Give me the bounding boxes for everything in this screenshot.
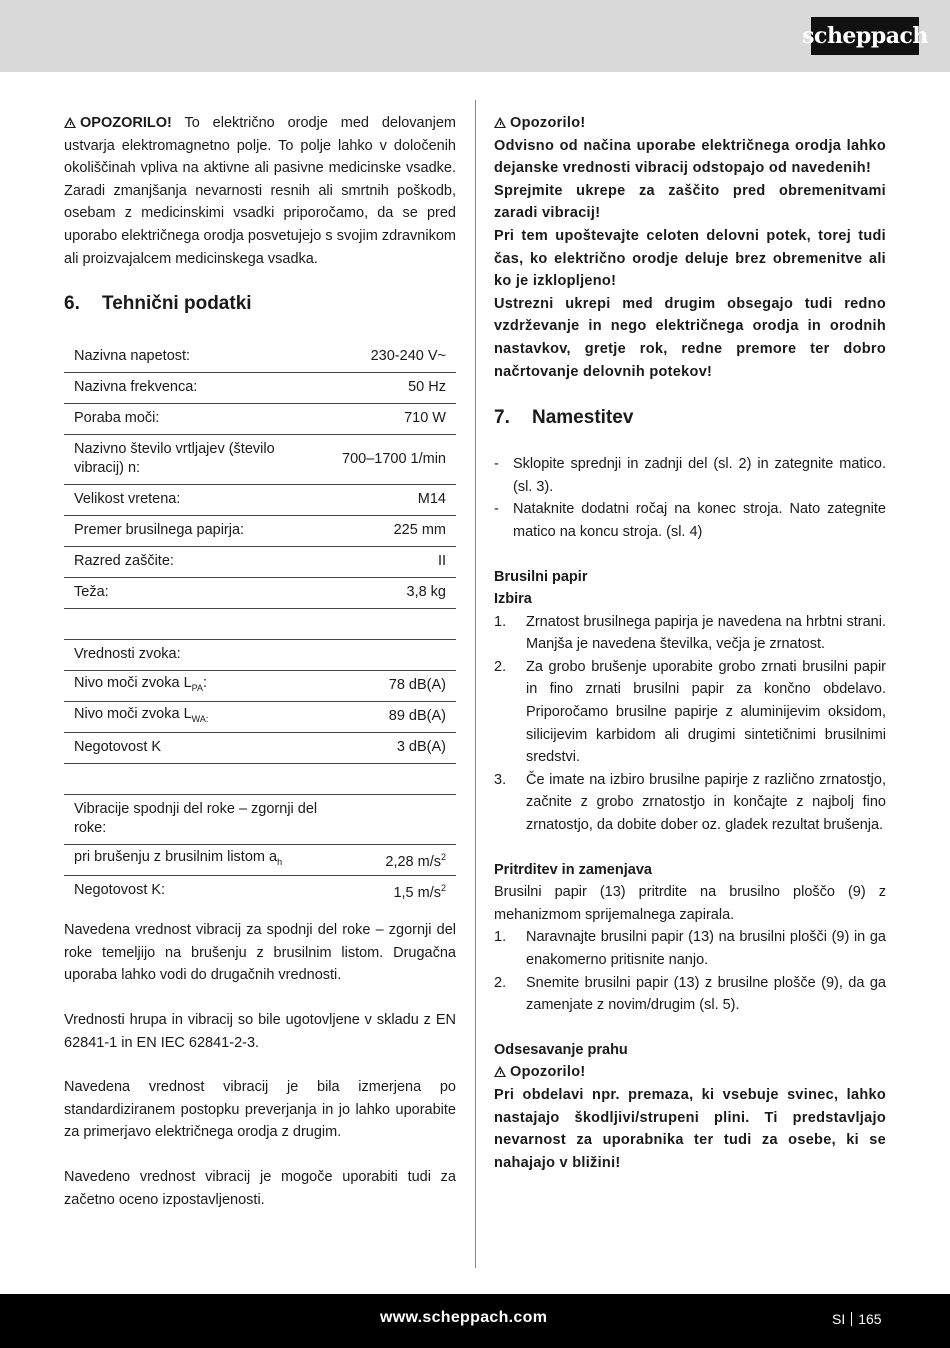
warning-paragraph: Sprejmite ukrepe za zaščito pred obremenitvami zaradi vibracij!	[494, 182, 886, 222]
page-number: SI 165	[832, 1311, 882, 1327]
warning-paragraph: Odvisno od načina uporabe električnega orodja lahko dejanske vrednosti vibracij odstopajo od navedenih!	[494, 137, 886, 177]
spec-label: Poraba moči:	[64, 403, 332, 434]
vibration-value: 2,28 $m/s^2$	[332, 844, 456, 875]
page-header	[0, 0, 950, 72]
left-column	[64, 108, 456, 1211]
section-number: 6.	[64, 293, 80, 315]
scheppach-logo: scheppach	[811, 17, 919, 55]
list-item: - Sklopite sprednji in zadnji del (sl. 2) in zategnite matico. (sl. 3).	[494, 456, 886, 495]
warning-paragraph: Ustrezni ukrepi med drugim obsegajo tudi redno vzdrževanje in nego električnega orodja in orodnih nastavkov, gretje rok, redne premore ter dobro načrtovanje delovnih potekov!	[494, 295, 886, 380]
sandpaper-subtitle: Izbira	[494, 591, 532, 608]
warning-label: OPOZORILO!	[80, 115, 172, 131]
spec-label: Velikost vretena:	[64, 484, 332, 515]
noise-value: 78 dB(A)	[332, 670, 456, 701]
list-item: - Nataknite dodatni ročaj na konec stroja. Nato zategnite matico na koncu stroja. (sl. 4)	[494, 501, 886, 540]
list-item: 3. Če imate na izbiro brusilne papirje z različno zrnatostjo, začnite z grobo zrnatostjo in končajte z najbolj fino zrnatostjo, da dobite dober oz. gladek rezultat brušenja.	[494, 771, 886, 834]
spec-label: Premer brusilnega papirja:	[64, 515, 332, 546]
noise-value: 89 dB(A)	[332, 701, 456, 732]
list-item: 2. Snemite brusilni papir (13) z brusilne plošče (9), da ga zamenjate z novim/drugim (sl. 5).	[494, 974, 886, 1014]
section-number: 7.	[494, 407, 510, 429]
vibration-heading: Vibracije spodnji del roke – zgornji del roke:	[64, 794, 332, 844]
body-paragraph: Navedeno vrednost vibracij je mogoče uporabiti tudi za začetno oceno izpostavljenosti.	[64, 1168, 456, 1208]
section-7-heading	[494, 405, 886, 431]
body-paragraph: Navedena vrednost vibracij za spodnji del roke – zgornji del roke temeljijo na brušenju z brusilnim listom. Drugačna uporaba lahko vodi do drugačnih vrednosti.	[64, 922, 456, 984]
sandpaper-title: Brusilni papir	[494, 568, 588, 585]
spec-value: 50 Hz	[332, 372, 456, 403]
list-item: 1. Naravnajte brusilni papir (13) na brusilni plošči (9) in ga enakomerno pritisnite nanjo.	[494, 929, 886, 968]
spec-table	[64, 341, 456, 906]
body-paragraph: Vrednosti hrupa in vibracij so bile ugotovljene v skladu z EN 62841-1 in EN IEC 62841-2-3.	[64, 1011, 456, 1051]
body-paragraph: Navedena vrednost vibracij je bila izmerjena po standardiziranem postopku preverjanja in jo lahko uporabite za primerjavo električnega orodja z drugim.	[64, 1079, 456, 1141]
list-item: 1. Zrnatost brusilnega papirja je navedena na hrbtni strani. Manjša je navedena številka, večja je zrnatost.	[494, 613, 886, 653]
website-link[interactable]: www.scheppach.com	[380, 1309, 548, 1326]
noise-label: Nivo moči zvoka $L_{PA}$:	[64, 670, 332, 701]
section-title: Namestitev	[532, 407, 634, 429]
noise-label: Nivo moči zvoka $L_{WA:}$	[64, 701, 332, 732]
spec-label: Razred zaščite:	[64, 546, 332, 577]
spec-label: Teža:	[64, 577, 332, 608]
list-item: 2. Za grobo brušenje uporabite grobo zrnati brusilni papir in fino zrnati brusilni papir za končno obdelavo. Priporočamo brusilne papirje z aluminijevim oksidom, silicijevim karbidom ali drugimi sintetičnimi brusilnimi sredstvi.	[494, 658, 886, 766]
vibration-value: 1,5 $m/s^2$	[393, 882, 446, 901]
warning-triangle-icon	[64, 117, 76, 128]
spec-label: Nazivno število vrtljajev (število vibracij) n:	[64, 434, 332, 484]
spec-value: M14	[332, 484, 456, 515]
noise-heading: Vrednosti zvoka:	[64, 639, 332, 670]
spec-label: Nazivna napetost:	[64, 341, 332, 372]
section-6-heading	[64, 291, 456, 317]
noise-value: 3 dB(A)	[332, 732, 456, 763]
install-list	[494, 453, 886, 543]
attach-title: Pritrditev in zamenjava	[494, 861, 652, 878]
page-footer	[0, 1294, 950, 1348]
spec-value: 3,8 kg	[332, 577, 456, 608]
spec-value: 700–1700 1/min	[332, 434, 456, 484]
dust-title: Odsesavanje prahu	[494, 1041, 628, 1058]
vibration-warning-title: Opozorilo!	[494, 112, 886, 135]
warning-triangle-icon	[494, 1066, 506, 1077]
em-warning-paragraph	[64, 112, 456, 270]
vibration-label: pri brušenju z brusilnim listom $a_h$	[64, 844, 332, 875]
vibration-label: Negotovost K:	[74, 882, 166, 899]
noise-label: Negotovost K	[64, 732, 332, 763]
section-title: Tehnični podatki	[102, 293, 252, 315]
spec-value: 225 mm	[332, 515, 456, 546]
dust-warning-text: Pri obdelavi npr. premaza, ki vsebuje svinec, lahko nastajajo škodljivi/strupeni plini. Ti predstavljajo nevarnost za uporabnika ter tudi za osebe, ki se nahajajo v bližini!	[494, 1086, 886, 1171]
spec-value: 230-240 V~	[332, 341, 456, 372]
warning-paragraph: Pri tem upoštevajte celoten delovni potek, torej tudi čas, ko električno orodje deluje brez obremenitve ali ko je izklopljeno!	[494, 227, 886, 290]
right-column	[494, 108, 886, 1174]
attach-list	[494, 926, 886, 1016]
sandpaper-list	[494, 611, 886, 837]
column-divider	[475, 100, 476, 1268]
warning-text: To električno orodje med delovanjem ustvarja elektromagnetno polje. To polje lahko v določenih okoliščinah vpliva na aktivne ali pasivne medicinske vsadke. Zaradi zmanjšanja nevarnosti resnih ali smrtnih poškodb, osebam z medicinskimi vsadki priporočamo, da se pred uporabo električnega orodja posvetujejo s svojim zdravnikom ali proizvajalcem medicinskega vsadka.	[64, 115, 456, 267]
spec-value: 710 W	[332, 403, 456, 434]
attach-intro: Brusilni papir (13) pritrdite na brusilno ploščo (9) z mehanizmom sprijemalnega zapirala.	[494, 884, 886, 923]
warning-triangle-icon	[494, 117, 506, 128]
dust-warning-label: Opozorilo!	[494, 1061, 886, 1084]
spec-value: II	[332, 546, 456, 577]
spec-label: Nazivna frekvenca:	[64, 372, 332, 403]
